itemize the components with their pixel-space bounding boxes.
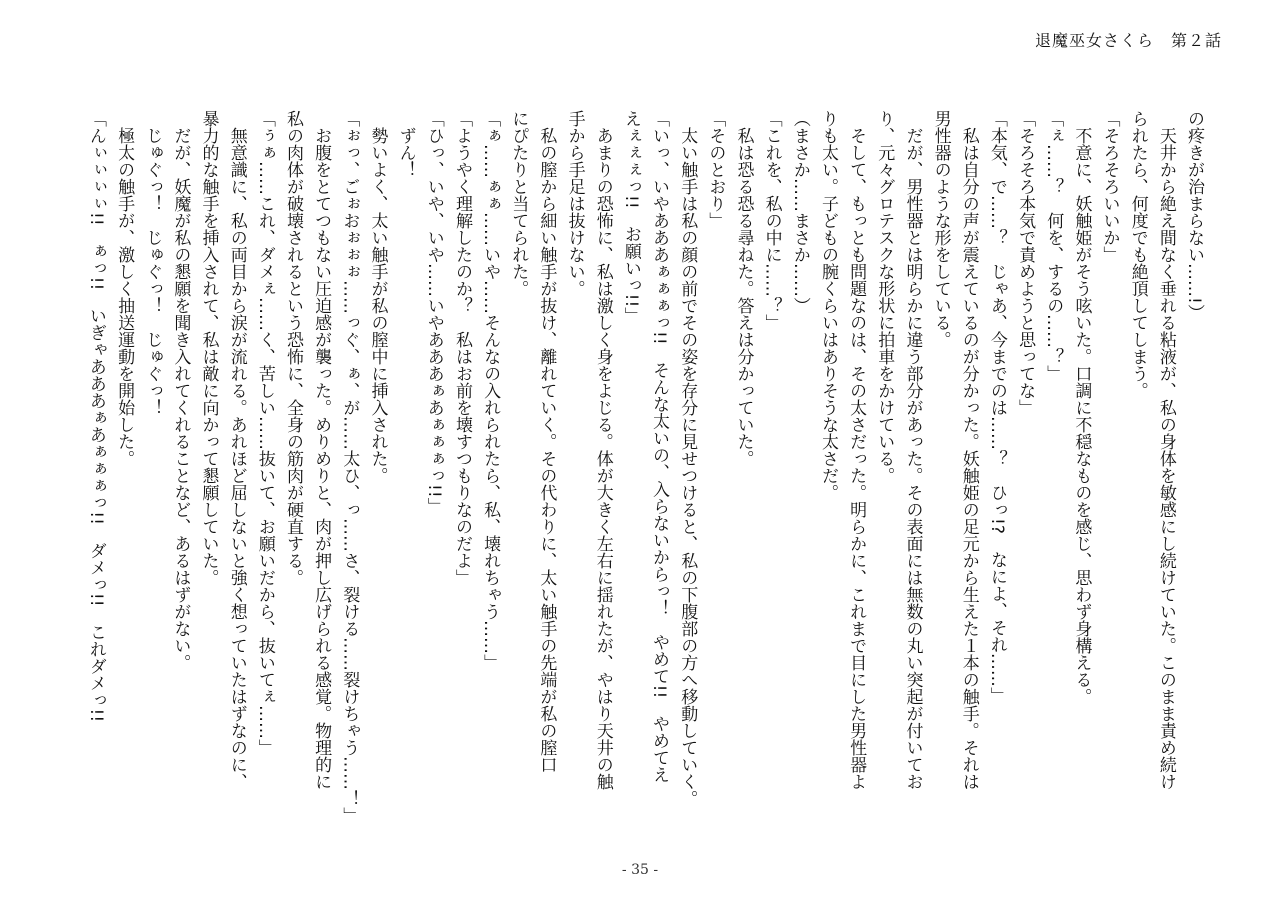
text-line: 極太の触手が、激しく抽送運動を開始した。 bbox=[114, 110, 135, 467]
text-line: 「これを、私の中に……？」 bbox=[761, 110, 782, 331]
text-line: られたら、何度でも絶頂してしまう。 bbox=[1127, 110, 1148, 399]
text-line: 男性器のような形をしている。 bbox=[930, 110, 951, 348]
text-line: 手から手足は抜けない。 bbox=[564, 110, 585, 297]
text-line: えぇぇぇっ!! お願いっ!!」 bbox=[620, 110, 641, 325]
text-line: 不意に、妖触姫がそう呟いた。口調に不穏なものを感じ、思わず身構える。 bbox=[1071, 110, 1092, 705]
text-line: 暴力的な触手を挿入されて、私は敵に向かって懇願していた。 bbox=[198, 110, 219, 586]
text-line: （まさか……まさか……） bbox=[789, 110, 810, 314]
text-line: だが、妖魔が私の懇願を聞き入れてくれることなど、あるはずがない。 bbox=[170, 110, 191, 671]
text-line: 私の膣から細い触手が抜け、離れていく。その代わりに、太い触手の先端が私の膣口 bbox=[536, 110, 557, 773]
text-line: 「ぁ……ぁぁ……いや……そんなの入れられたら、私、壊れちゃう……」 bbox=[480, 110, 501, 671]
text-line: そして、もっとも問題なのは、その太さだった。明らかに、これまで目にした男性器よ bbox=[846, 110, 867, 790]
text-line: あまりの恐怖に、私は激しく身をよじる。体が大きく左右に揺れたが、やはり天井の触 bbox=[592, 110, 613, 790]
page-number: - 35 - bbox=[621, 862, 659, 878]
text-line: 「んぃぃぃぃ!! ぁっ!! いぎゃあああぁあぁぁぁっ!! ダメっ!! これダメっ!! bbox=[85, 110, 106, 723]
text-line: にぴたりと当てられた。 bbox=[508, 110, 529, 297]
text-line: 「そろそろ本気で責めようと思ってな」 bbox=[1015, 110, 1036, 416]
text-line: 「ぇ……？ 何を、するの……？」 bbox=[1043, 110, 1064, 382]
text-line: り、元々グロテスクな形状に拍車をかけている。 bbox=[874, 110, 895, 484]
text-line: 天井から絶え間なく垂れる粘液が、私の身体を敏感にし続けていた。このまま責め続け bbox=[1155, 110, 1176, 790]
text-line: だが、男性器とは明らかに違う部分があった。その表面には無数の丸い突起が付いてお bbox=[902, 110, 923, 790]
text-line: 私は自分の声が震えているのが分かった。妖触姫の足元から生えた１本の触手。それは bbox=[958, 110, 979, 790]
text-line: ずん！ bbox=[395, 110, 416, 178]
running-header-title: 退魔巫女さくら 第２話 bbox=[1034, 31, 1222, 50]
text-line: 「ようやく理解したのか？ 私はお前を壊すつもりなのだよ」 bbox=[451, 110, 472, 586]
vertical-body-text bbox=[82, 110, 1208, 824]
text-line: 勢いよく、太い触手が私の膣中に挿入された。 bbox=[367, 110, 388, 484]
text-line: 「ぉっ、ごぉおぉぉぉ……っぐ、ぁ、が……太ひ、っ……さ、裂ける……裂けちゃう……！」 bbox=[339, 110, 360, 824]
text-line: お腹をとてつもない圧迫感が襲った。めりめりと、肉が押し広げられる感覚。物理的に bbox=[311, 110, 332, 790]
text-line: 「本気、で……？ じゃあ、今までのは……？ ひっ!? なによ、それ……」 bbox=[986, 110, 1007, 704]
text-line: の疼きが治まらない……!） bbox=[1184, 110, 1204, 321]
text-line: 私は恐る恐る尋ねた。答えは分かっていた。 bbox=[733, 110, 754, 467]
text-line: 太い触手は私の顔の前でその姿を存分に見せつけると、私の下腹部の方へ移動していく。 bbox=[677, 110, 698, 807]
text-line: 「そろそろいいか」 bbox=[1099, 110, 1120, 263]
text-line: 無意識に、私の両目から涙が流れる。あれほど屈しないと強く想っていたはずなのに、 bbox=[226, 110, 247, 790]
text-line: 「そのとおり」 bbox=[705, 110, 726, 229]
text-line: じゅぐっ！ じゅぐっ！ じゅぐっ！ bbox=[142, 110, 163, 416]
text-line: 私の肉体が破壊されるという恐怖に、全身の筋肉が硬直する。 bbox=[283, 110, 303, 586]
text-line: 「ひっ、いや、いや……いやあああぁあぁぁぁっ!!」 bbox=[423, 110, 444, 515]
text-line: 「ぅぁ……これ、ダメぇ……く、苦しい……抜いて、お願いだから、抜いてぇ……」 bbox=[254, 110, 275, 756]
text-line: 「いっ、いやあああぁぁぁっ!! そんな太いの、入らないからっ！ やめて!! やめてえ bbox=[649, 110, 670, 784]
text-line: りも太い。子どもの腕くらいはありそうな太さだ。 bbox=[817, 110, 838, 501]
